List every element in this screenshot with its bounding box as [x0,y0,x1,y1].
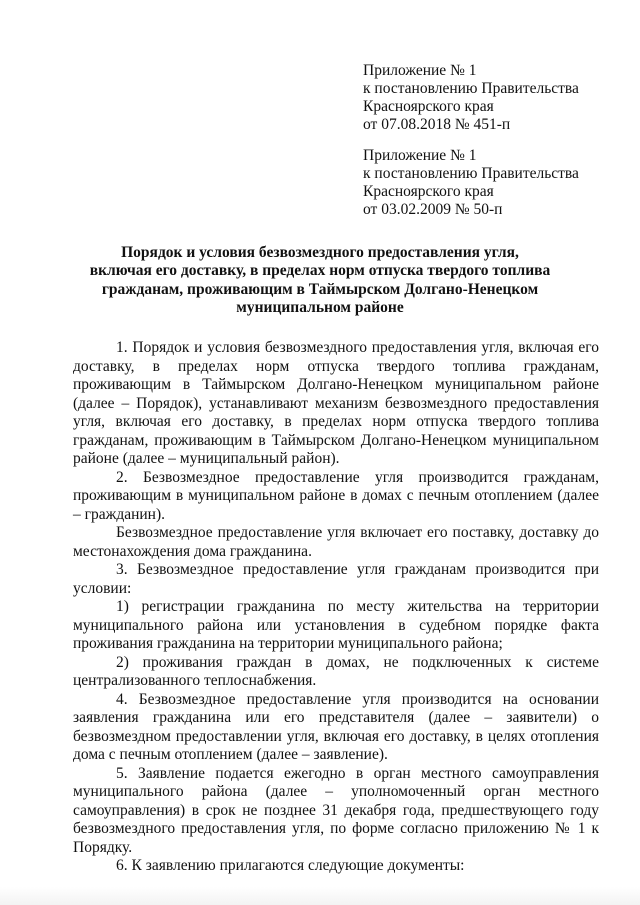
appendix-date-number: от 03.02.2009 № 50-п [363,201,503,218]
document-body [73,339,599,876]
paragraph-4: 4. Безвозмездное предоставление угля производится на основании заявления гражданина или его представителя (далее – заявители) о безвозмездном предоставлении угля, включая его доставку, в целях отопления дома с печным отоплением (далее – заявление). [73,690,599,763]
title-line: муниципальном районе [236,298,404,316]
paragraph-3-item-2: 2) проживания граждан в домах, не подключенных к системе централизованного теплоснабжения. [73,653,599,689]
document-title [60,244,580,317]
appendix-region: Красноярского края [363,98,494,115]
title-line: включая его доставку, в пределах норм отпуска твердого топлива [89,262,551,280]
appendix-note-current [363,62,579,134]
paragraph-2-supplement: Безвозмездное предоставление угля включает его поставку, доставку до местонахождения дома гражданина. [73,524,599,560]
paragraph-3: 3. Безвозмездное предоставление угля гражданам производится при условии: [73,561,599,597]
title-line: гражданам, проживающим в Таймырском Долгано-Ненецком [101,280,539,298]
appendix-label: Приложение № 1 [363,147,477,164]
appendix-resolution: к постановлению Правительства [363,165,579,182]
paragraph-5: 5. Заявление подается ежегодно в орган местного самоуправления муниципального района (далее – уполномоченный орган местного самоуправления) в срок не позднее 31 декабря года, предшествующего году безвозмездного предоставления угля, по форме согласно приложению № 1 к Порядку. [73,764,599,856]
appendix-note-original [363,147,579,219]
title-line: Порядок и условия безвозмездного предоставления угля, [121,244,519,261]
paragraph-1: 1. Порядок и условия безвозмездного предоставления угля, включая его доставку, в пределах норм отпуска твердого топлива гражданам, проживающим в Таймырском Долгано-Ненецком муниципальном районе (далее – Порядок), устанавливают механизм безвозмездного предоставления угля, включая его доставку, в пределах норм отпуска твердого топлива гражданам, проживающим в Таймырском Долгано-Ненецком муниципальном районе (далее – муниципальный район). [73,339,599,467]
appendix-label: Приложение № 1 [363,62,477,79]
page-bottom-shadow [0,887,640,905]
appendix-resolution: к постановлению Правительства [363,80,579,97]
paragraph-3-item-1: 1) регистрации гражданина по месту жительства на территории муниципального района или установления в судебном порядке факта проживания гражданина на территории муниципального района; [73,598,599,652]
appendix-region: Красноярского края [363,183,494,200]
paragraph-6: 6. К заявлению прилагаются следующие документы: [116,857,465,874]
paragraph-2: 2. Безвозмездное предоставление угля производится гражданам, проживающим в муниципальном районе в домах с печным отоплением (далее – гражданин). [73,468,599,523]
appendix-date-number: от 07.08.2018 № 451-п [363,116,511,133]
